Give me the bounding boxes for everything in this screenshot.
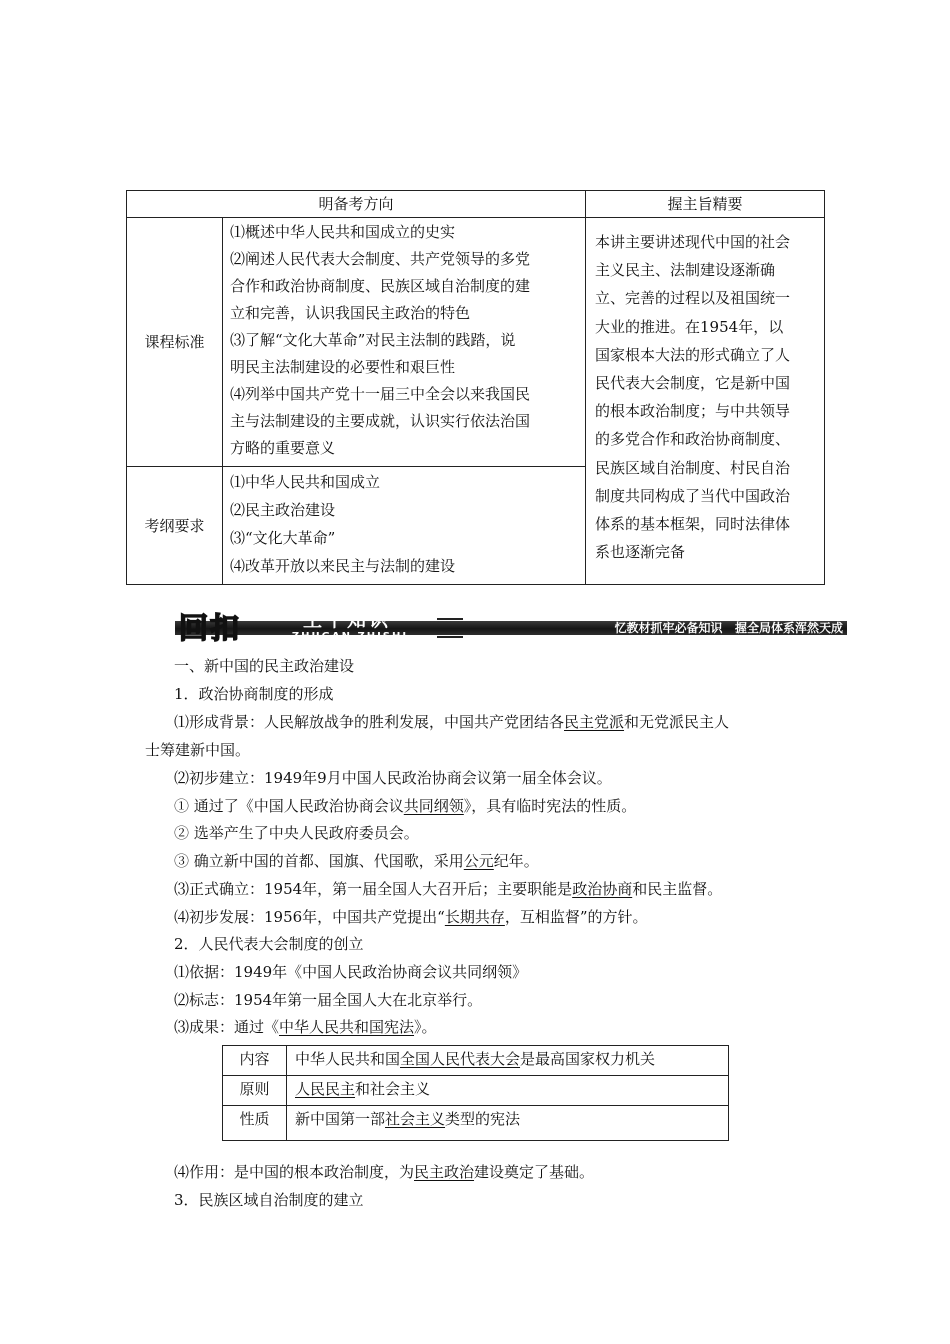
- section-heading: 一、新中国的民主政治建设: [174, 657, 355, 675]
- text: 新中国第一部: [295, 1110, 386, 1128]
- paragraph: ⑵标志：1954年第一届全国人大在北京举行。: [174, 991, 483, 1009]
- summary-line: 民族区域自治制度、村民自治: [595, 458, 791, 477]
- summary-line: 国家根本大法的形式确立了人: [595, 345, 791, 364]
- constitution-table: [222, 1045, 729, 1141]
- answer-blank: 公元: [463, 852, 494, 870]
- paragraph: [174, 850, 539, 872]
- summary-line: 体系的基本框架，同时法律体: [595, 515, 791, 534]
- banner-title: 回扣: [179, 611, 242, 645]
- list-item: ⑴中华人民共和国成立: [230, 473, 381, 491]
- row-value: [287, 1076, 729, 1106]
- summary-text: [586, 218, 825, 585]
- syllabus-list: [223, 467, 586, 585]
- answer-blank: 共同纲领: [403, 797, 464, 815]
- banner-subtitle: 主干知识: [302, 609, 391, 631]
- summary-line: 制度共同构成了当代中国政治: [595, 486, 791, 505]
- list-item: ⑵阐述人民代表大会制度、共产党领导的多党: [230, 250, 531, 268]
- list-item: ⑴概述中华人民共和国成立的史实: [230, 223, 456, 241]
- list-item: ⑶“文化大革命”: [230, 529, 336, 547]
- text: ① 通过了《中国人民政治协商会议: [174, 797, 404, 815]
- paragraph: [174, 1161, 594, 1183]
- row-key: 原则: [223, 1076, 287, 1106]
- text: 和社会主义: [355, 1080, 431, 1098]
- text: ⑴形成背景：人民解放战争的胜利发展，中国共产党团结各: [174, 713, 565, 731]
- summary-line: 的多党合作和政治协商制度、: [595, 430, 791, 449]
- list-item: ⑷列举中国共产党十一届三中全会以来我国民: [230, 385, 531, 403]
- list-item: 合作和政治协商制度、民族区域自治制度的建: [230, 277, 531, 295]
- paragraph: [174, 878, 722, 900]
- list-item: 立和完善，认识我国民主政治的特色: [230, 304, 471, 322]
- text: ⑷初步发展：1956年，中国共产党提出“: [174, 908, 445, 926]
- text: 是最高国家权力机关: [520, 1050, 656, 1068]
- answer-blank: 全国人民代表大会: [400, 1050, 521, 1068]
- text: 和民主监督。: [632, 880, 723, 898]
- banner-pinyin: ZHUGAN ZHISHI: [291, 631, 409, 642]
- paragraph: [174, 906, 648, 928]
- summary-line: 系也逐渐完备: [595, 543, 686, 562]
- paragraph: [174, 711, 729, 733]
- answer-blank: 人民民主: [295, 1080, 356, 1098]
- text: 》。: [414, 1018, 437, 1036]
- banner-divider: [437, 618, 463, 638]
- paragraph-continued: 士筹建新中国。: [145, 741, 251, 759]
- text: 中华人民共和国: [295, 1050, 401, 1068]
- text: 建设奠定了基础。: [474, 1163, 595, 1181]
- banner-slogan: 忆教材抓牢必备知识 握全局体系浑然天成: [614, 621, 843, 635]
- text: 》，具有临时宪法的性质。: [463, 797, 637, 815]
- text: 和无党派民主人: [624, 713, 730, 731]
- list-item: 明民主法制建设的必要性和艰巨性: [230, 358, 456, 376]
- section-banner: [175, 610, 847, 646]
- summary-line: 立、完善的过程以及祖国统一: [595, 289, 791, 308]
- answer-blank: 中华人民共和国宪法: [279, 1018, 415, 1036]
- text: 纪年。: [493, 852, 539, 870]
- paragraph: ⑵初步建立：1949年9月中国人民政治协商会议第一届全体会议。: [174, 769, 612, 787]
- answer-blank: 长期共存: [444, 908, 505, 926]
- summary-line: 本讲主要讲述现代中国的社会: [595, 233, 791, 251]
- row-key: 性质: [223, 1106, 287, 1141]
- list-item: ⑷改革开放以来民主与法制的建设: [230, 557, 456, 575]
- text: ③ 确立新中国的首都、国旗、代国歌，采用: [174, 852, 464, 870]
- row-label-curriculum: 课程标准: [127, 218, 223, 467]
- text: ⑶成果：通过《: [174, 1018, 280, 1036]
- answer-blank: 社会主义: [385, 1110, 446, 1128]
- text: ⑷作用：是中国的根本政治制度，为: [174, 1163, 415, 1181]
- subsection-heading: 1．政治协商制度的形成: [174, 685, 334, 703]
- row-key: 内容: [223, 1046, 287, 1076]
- row-value: [287, 1046, 729, 1076]
- answer-blank: 政治协商: [572, 880, 633, 898]
- subsection-heading: 2．人民代表大会制度的创立: [174, 935, 364, 953]
- answer-blank: 民主政治: [414, 1163, 475, 1181]
- row-value: [287, 1106, 729, 1141]
- paragraph: ② 选举产生了中央人民政府委员会。: [174, 824, 419, 842]
- text: ，互相监督”的方针。: [504, 908, 648, 926]
- row-label-syllabus: 考纲要求: [127, 467, 223, 585]
- header-right: 握主旨精要: [586, 191, 825, 218]
- paragraph: ⑴依据：1949年《中国人民政治协商会议共同纲领》: [174, 963, 528, 981]
- list-item: 方略的重要意义: [230, 439, 336, 457]
- summary-line: 大业的推进。在1954年，以: [595, 317, 784, 336]
- list-item: ⑶了解“文化大革命”对民主法制的践踏，说: [230, 331, 516, 349]
- answer-blank: 民主党派: [564, 713, 625, 731]
- paragraph: [174, 1016, 437, 1038]
- text: ⑶正式确立：1954年，第一届全国人大召开后；主要职能是: [174, 880, 573, 898]
- text: 类型的宪法: [445, 1110, 521, 1128]
- list-item: ⑵民主政治建设: [230, 501, 336, 519]
- summary-line: 的根本政治制度；与中共领导: [595, 402, 791, 421]
- list-item: 主与法制建设的主要成就，认识实行依法治国: [230, 412, 531, 430]
- overview-table: [126, 190, 825, 585]
- subsection-heading: 3．民族区域自治制度的建立: [174, 1191, 364, 1209]
- curriculum-list: [223, 218, 586, 467]
- header-left: 明备考方向: [127, 191, 586, 218]
- summary-line: 主义民主、法制建设逐渐确: [595, 261, 776, 280]
- summary-line: 民代表大会制度，它是新中国: [595, 374, 791, 393]
- paragraph: [174, 795, 636, 817]
